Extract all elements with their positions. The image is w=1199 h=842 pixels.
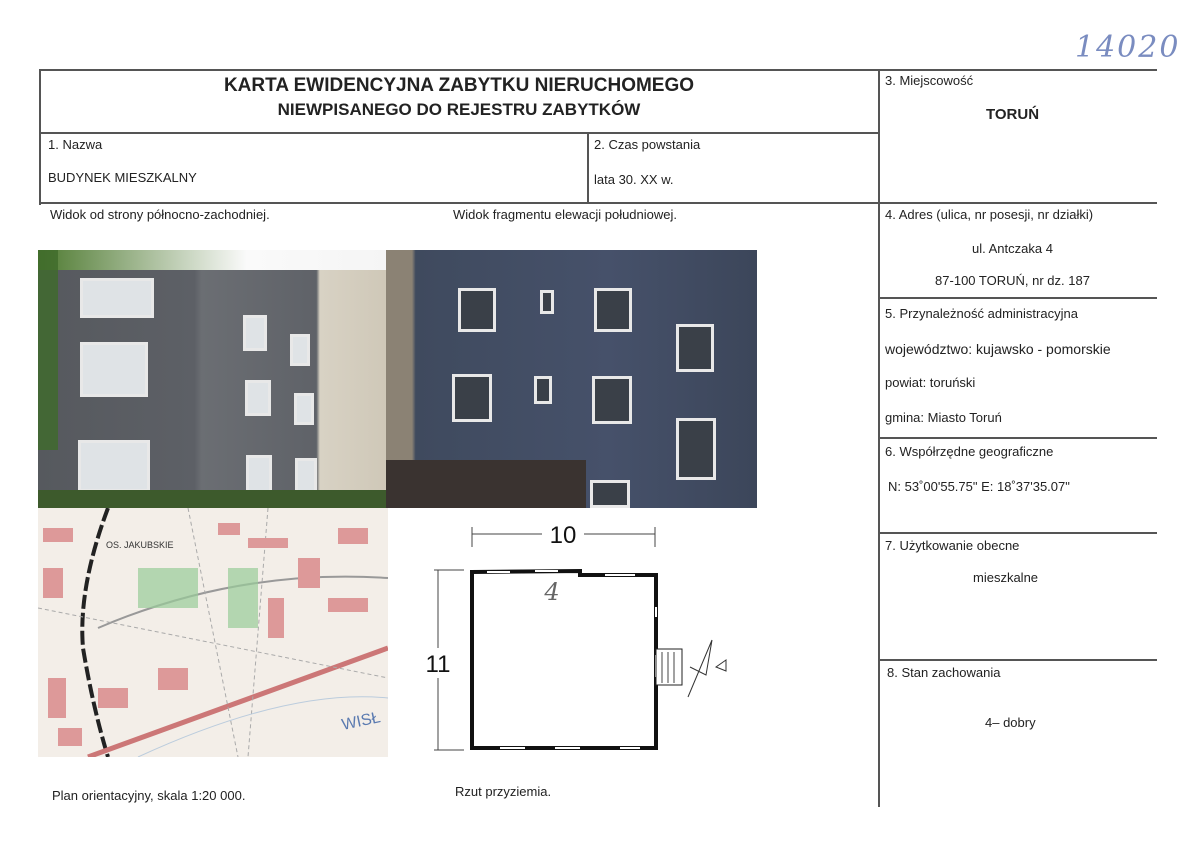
photo2-caption: Widok fragmentu elewacji południowej. xyxy=(453,207,678,222)
coords-value: N: 53˚00'55.75" E: 18˚37'35.07" xyxy=(888,479,1070,494)
divider xyxy=(880,659,1157,661)
photo-south-elevation xyxy=(386,250,757,508)
map-river-label: WISŁ xyxy=(340,709,383,734)
date-value: lata 30. XX w. xyxy=(594,172,674,187)
divider xyxy=(40,132,878,134)
place-label: 3. Miejscowość xyxy=(885,73,974,88)
name-label: 1. Nazwa xyxy=(48,137,103,152)
divider xyxy=(40,202,1157,204)
name-value: BUDYNEK MIESZKALNY xyxy=(48,170,197,185)
photo-northwest-view xyxy=(38,250,386,508)
admin-county: powiat: toruński xyxy=(885,375,976,390)
divider xyxy=(880,532,1157,534)
plan-width-dimension: 10 xyxy=(549,522,577,549)
ground-floor-plan xyxy=(400,515,760,760)
address-line2: 87-100 TORUŃ, nr dz. 187 xyxy=(935,273,1090,288)
divider xyxy=(880,437,1157,439)
date-label: 2. Czas powstania xyxy=(594,137,701,152)
admin-commune: gmina: Miasto Toruń xyxy=(885,410,1002,425)
orientation-map xyxy=(38,508,388,757)
plan-building-number: 4 xyxy=(544,578,560,606)
admin-label: 5. Przynależność administracyjna xyxy=(885,306,1078,321)
card-subtitle: NIEWPISANEGO DO REJESTRU ZABYTKÓW xyxy=(277,100,641,119)
archive-number: 14020 xyxy=(1075,30,1181,65)
place-value: TORUŃ xyxy=(985,106,1040,123)
building-outline xyxy=(472,571,656,748)
entrance-marker-icon xyxy=(716,660,726,671)
usage-value: mieszkalne xyxy=(973,570,1039,585)
usage-label: 7. Użytkowanie obecne xyxy=(885,538,1020,553)
condition-label: 8. Stan zachowania xyxy=(887,665,1001,680)
map-graphic xyxy=(38,508,388,757)
map-district-label: OS. JAKUBSKIE xyxy=(106,540,174,550)
north-arrow-icon xyxy=(688,640,712,697)
divider xyxy=(880,297,1157,299)
plan-caption: Rzut przyziemia. xyxy=(455,784,552,799)
divider xyxy=(40,69,1157,71)
address-label: 4. Adres (ulica, nr posesji, nr działki) xyxy=(885,207,1094,222)
card-title: KARTA EWIDENCYJNA ZABYTKU NIERUCHOMEGO xyxy=(223,75,695,96)
plan-height-dimension: 11 xyxy=(425,651,451,678)
admin-voivodeship: województwo: kujawsko - pomorskie xyxy=(885,341,1111,357)
coords-label: 6. Współrzędne geograficzne xyxy=(885,444,1054,459)
map-caption: Plan orientacyjny, skala 1:20 000. xyxy=(52,788,246,803)
address-line1: ul. Antczaka 4 xyxy=(972,241,1053,256)
divider xyxy=(587,132,589,203)
condition-value: 4– dobry xyxy=(985,715,1036,730)
photo1-caption: Widok od strony północno-zachodniej. xyxy=(50,207,270,222)
